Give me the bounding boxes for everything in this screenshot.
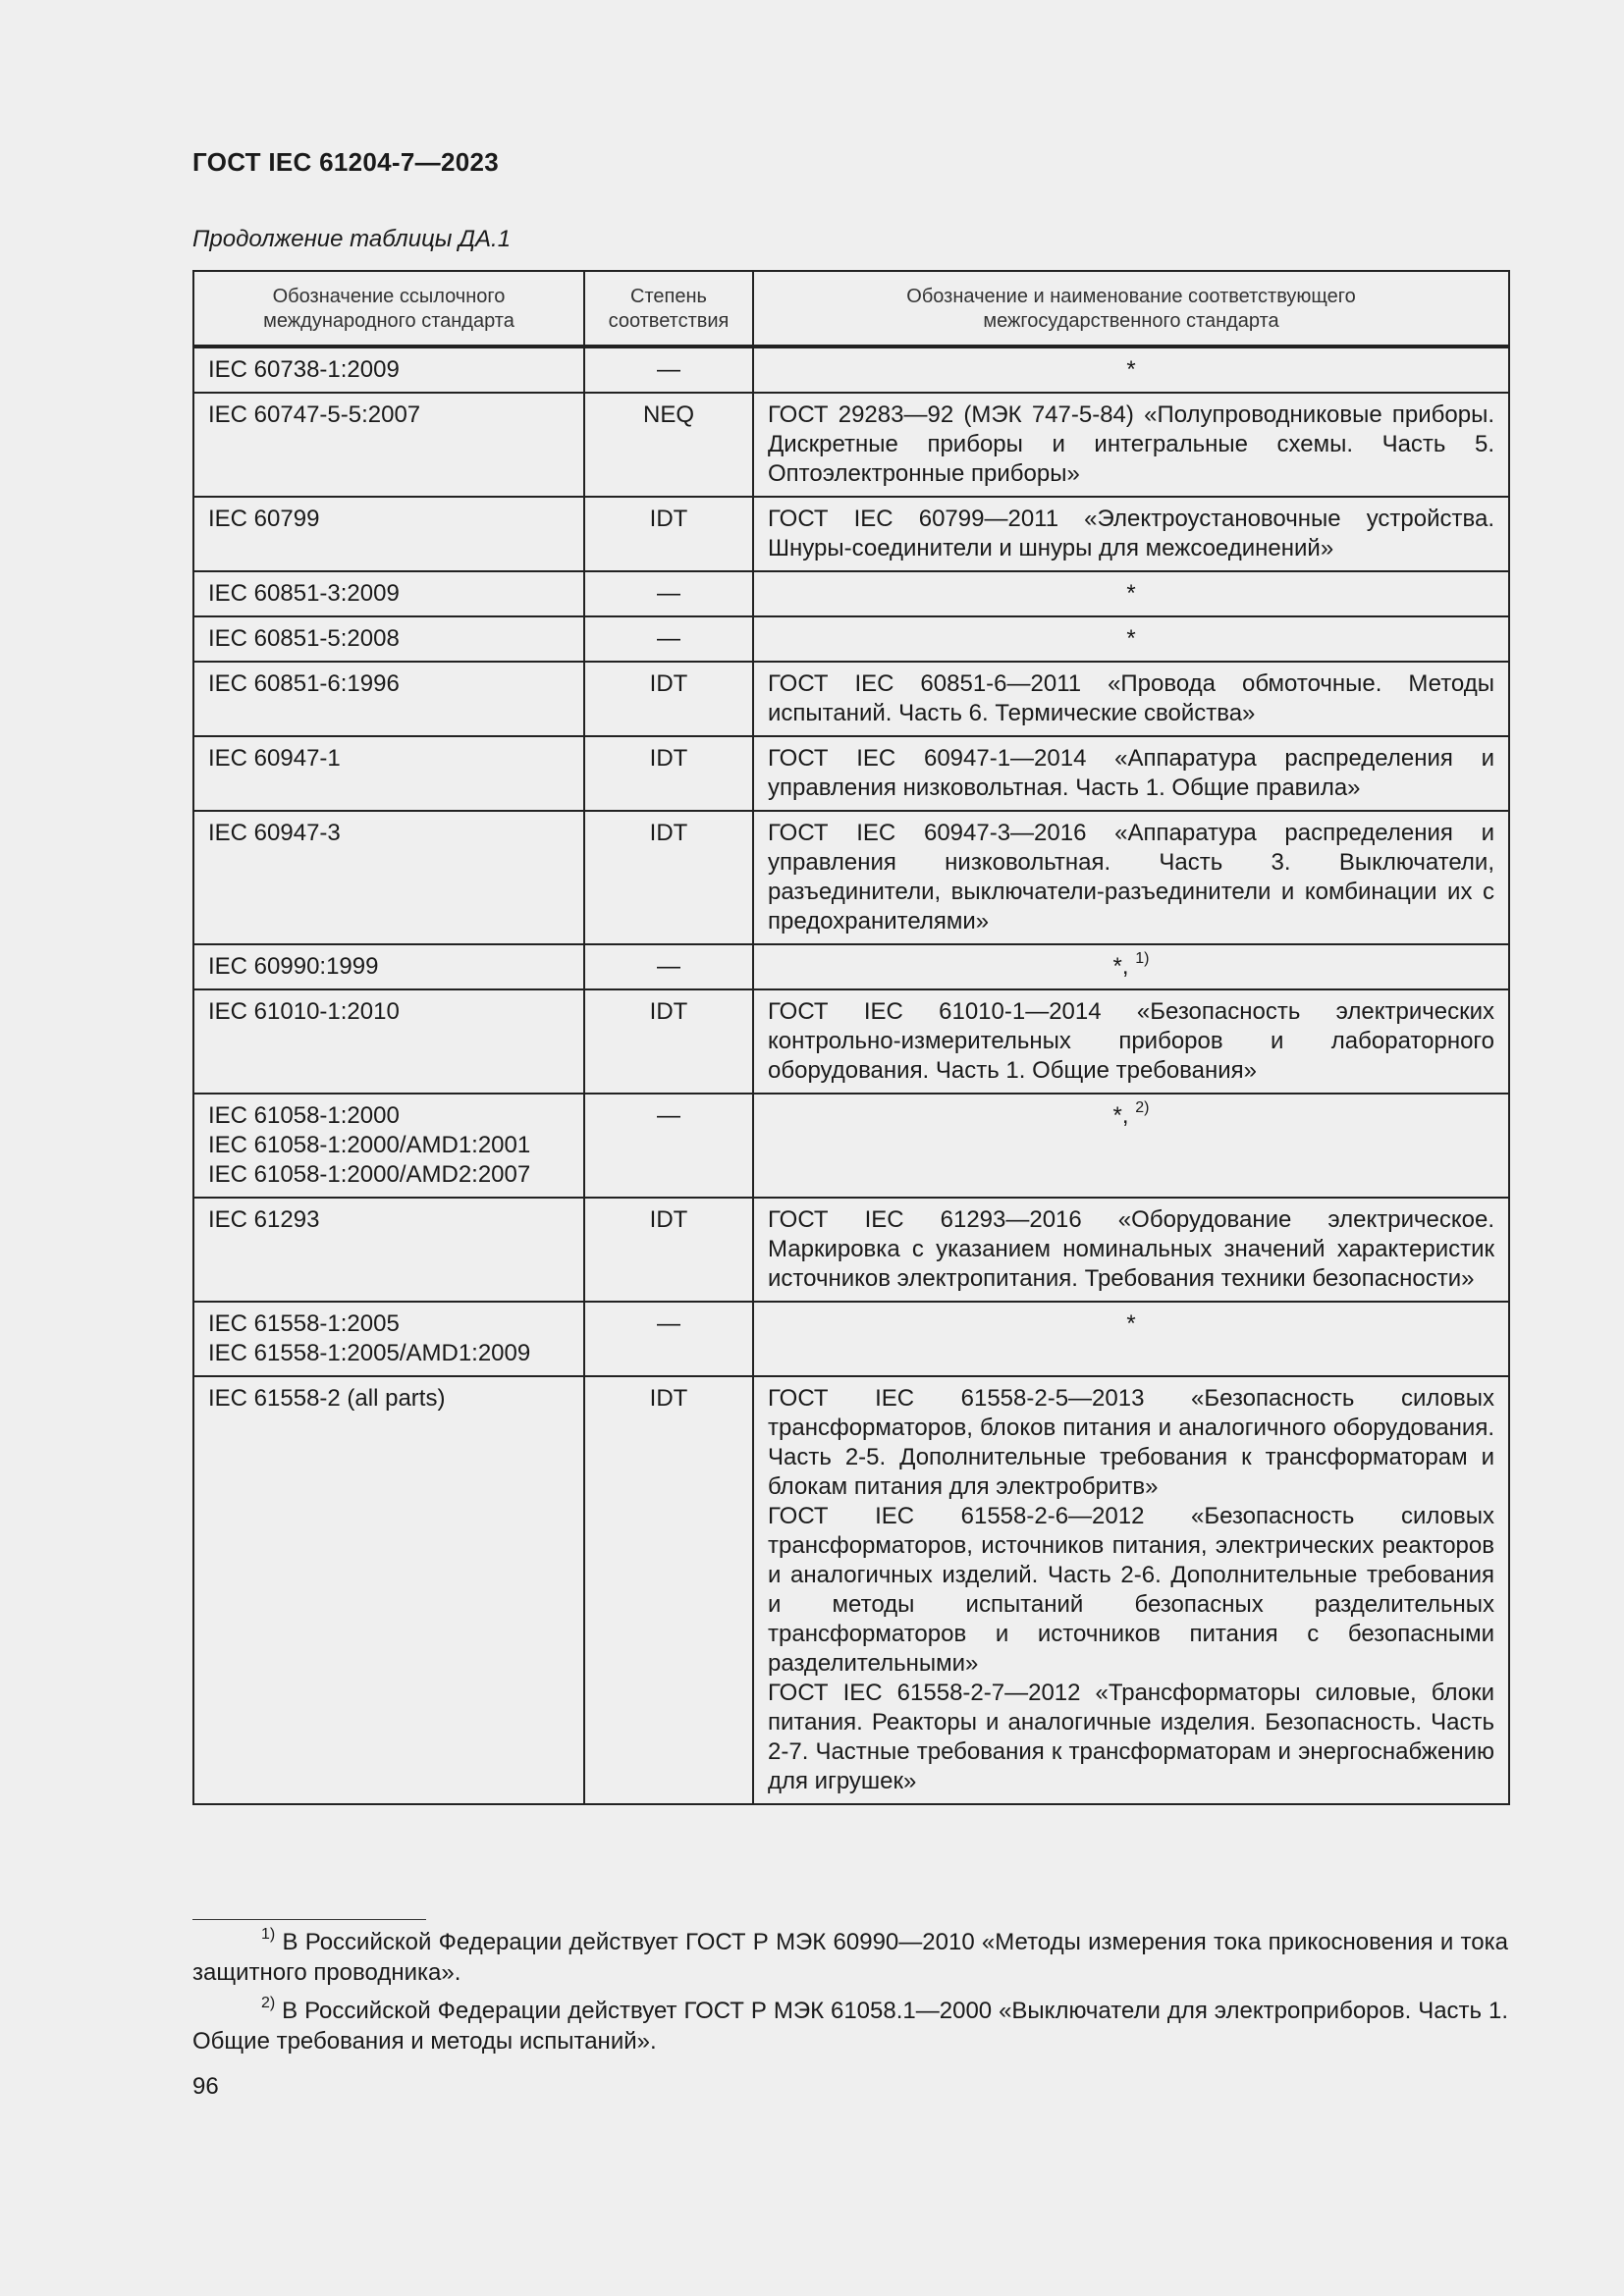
degree-cell: IDT xyxy=(584,497,753,571)
table-row xyxy=(193,989,1509,1094)
reference-cell xyxy=(193,616,584,662)
degree-cell: — xyxy=(584,571,753,616)
reference-code: IEC 60947-1 xyxy=(208,745,341,772)
reference-code: IEC 60990:1999 xyxy=(208,953,379,980)
interstate-cell xyxy=(753,616,1509,662)
table-row xyxy=(193,347,1509,393)
interstate-text: ГОСТ IEC 61010-1—2014 «Безопасность электрических контрольно-измерительных приборов и лабораторного оборудования. Часть 1. Общие требования» xyxy=(768,998,1494,1084)
degree-cell: IDT xyxy=(584,662,753,736)
header-line: межгосударственного стандарта xyxy=(983,310,1279,332)
header-line: Обозначение ссылочного xyxy=(272,286,506,307)
reference-cell xyxy=(193,347,584,393)
reference-code: IEC 61293 xyxy=(208,1206,320,1233)
reference-code: IEC 60747-5-5:2007 xyxy=(208,401,421,428)
footnote-ref: 1) xyxy=(1135,950,1150,967)
footnotes xyxy=(192,1927,1508,2064)
table-row xyxy=(193,944,1509,989)
interstate-cell xyxy=(753,1094,1509,1198)
interstate-text: ГОСТ IEC 61558-2-6—2012 «Безопасность силовых трансформаторов, источников питания, электрических реакторов и аналогичных изделий. Часть 2-6. Дополнительные требования и методы испытаний безопасных разделительных трансформаторов и источников питания с безопасными разделительными» xyxy=(768,1503,1494,1677)
reference-cell xyxy=(193,989,584,1094)
interstate-text: ГОСТ IEC 61558-2-5—2013 «Безопасность силовых трансформаторов, блоков питания и аналогичного оборудования. Часть 2-5. Дополнительные требования к трансформаторам и блокам питания для электробритв» xyxy=(768,1385,1494,1500)
reference-code: IEC 61558-1:2005/AMD1:2009 xyxy=(208,1340,531,1366)
reference-code: IEC 60799 xyxy=(208,506,320,532)
footnote-divider xyxy=(192,1919,426,1920)
degree-cell: — xyxy=(584,944,753,989)
reference-cell xyxy=(193,571,584,616)
degree-cell: — xyxy=(584,616,753,662)
interstate-text: * xyxy=(1126,356,1136,383)
interstate-text: *, xyxy=(1112,953,1136,980)
interstate-text: *, xyxy=(1112,1102,1136,1129)
degree-cell: IDT xyxy=(584,989,753,1094)
header-line: соответствия xyxy=(608,310,730,332)
interstate-cell xyxy=(753,944,1509,989)
degree-cell: — xyxy=(584,347,753,393)
reference-cell xyxy=(193,1376,584,1804)
interstate-cell xyxy=(753,1302,1509,1376)
footnote-ref: 2) xyxy=(1135,1099,1150,1116)
interstate-cell xyxy=(753,497,1509,571)
interstate-cell xyxy=(753,989,1509,1094)
degree-cell: IDT xyxy=(584,1376,753,1804)
table-row xyxy=(193,811,1509,944)
reference-cell xyxy=(193,811,584,944)
interstate-text: ГОСТ 29283—92 (МЭК 747-5-84) «Полупроводниковые приборы. Дискретные приборы и интегральные схемы. Часть 5. Оптоэлектронные приборы» xyxy=(768,401,1494,487)
interstate-text: * xyxy=(1126,1310,1136,1337)
table-row xyxy=(193,1198,1509,1302)
degree-cell: — xyxy=(584,1302,753,1376)
reference-code: IEC 61558-2 (all parts) xyxy=(208,1385,446,1412)
interstate-text: ГОСТ IEC 60851-6—2011 «Провода обмоточные. Методы испытаний. Часть 6. Термические свойства» xyxy=(768,670,1494,726)
reference-cell xyxy=(193,497,584,571)
header-line: международного стандарта xyxy=(263,310,514,332)
reference-cell xyxy=(193,1198,584,1302)
reference-cell xyxy=(193,393,584,497)
page-number: 96 xyxy=(192,2073,219,2100)
table-row xyxy=(193,497,1509,571)
interstate-text: * xyxy=(1126,580,1136,607)
interstate-text: ГОСТ IEC 61293—2016 «Оборудование электрическое. Маркировка с указанием номинальных значений характеристик источников электропитания. Требования техники безопасности» xyxy=(768,1206,1494,1292)
table-row xyxy=(193,571,1509,616)
interstate-cell xyxy=(753,1376,1509,1804)
reference-cell xyxy=(193,1094,584,1198)
footnote-text: В Российской Федерации действует ГОСТ Р МЭК 60990—2010 «Методы измерения тока прикосновения и тока защитного проводника». xyxy=(192,1929,1508,1986)
interstate-cell xyxy=(753,736,1509,811)
table-caption: Продолжение таблицы ДА.1 xyxy=(192,226,512,252)
reference-code: IEC 60851-6:1996 xyxy=(208,670,400,697)
footnote-mark: 2) xyxy=(261,1995,276,2011)
footnote-text: В Российской Федерации действует ГОСТ Р МЭК 61058.1—2000 «Выключатели для электроприборов. Часть 1. Общие требования и методы испытаний». xyxy=(192,1998,1508,2055)
table-header-row xyxy=(193,271,1509,347)
reference-code: IEC 61010-1:2010 xyxy=(208,998,400,1025)
column-header-reference xyxy=(193,271,584,347)
reference-code: IEC 61058-1:2000/AMD1:2001 xyxy=(208,1132,531,1158)
interstate-cell xyxy=(753,1198,1509,1302)
interstate-text: ГОСТ IEC 60947-1—2014 «Аппаратура распределения и управления низковольтная. Часть 1. Общие правила» xyxy=(768,745,1494,801)
reference-cell xyxy=(193,662,584,736)
reference-cell xyxy=(193,1302,584,1376)
header-line: Обозначение и наименование соответствующего xyxy=(906,286,1356,307)
reference-code: IEC 60947-3 xyxy=(208,820,341,846)
column-header-interstate xyxy=(753,271,1509,347)
footnote xyxy=(192,1927,1508,1988)
table-row xyxy=(193,393,1509,497)
table-row xyxy=(193,616,1509,662)
reference-code: IEC 60851-3:2009 xyxy=(208,580,400,607)
reference-code: IEC 60851-5:2008 xyxy=(208,625,400,652)
interstate-cell xyxy=(753,662,1509,736)
degree-cell: — xyxy=(584,1094,753,1198)
footnote xyxy=(192,1996,1508,2056)
reference-code: IEC 61058-1:2000/AMD2:2007 xyxy=(208,1161,531,1188)
column-header-degree xyxy=(584,271,753,347)
standards-table xyxy=(192,270,1510,1805)
table-row xyxy=(193,736,1509,811)
interstate-cell xyxy=(753,347,1509,393)
footnote-mark: 1) xyxy=(261,1926,276,1943)
table-row xyxy=(193,1094,1509,1198)
interstate-text: ГОСТ IEC 60947-3—2016 «Аппаратура распределения и управления низковольтная. Часть 3. Выключатели, разъединители, выключатели-разъединители и комбинации их с предохранителями» xyxy=(768,820,1494,934)
interstate-cell xyxy=(753,571,1509,616)
reference-code: IEC 61058-1:2000 xyxy=(208,1102,400,1129)
reference-cell xyxy=(193,944,584,989)
header-line: Степень xyxy=(630,286,707,307)
reference-cell xyxy=(193,736,584,811)
degree-cell: IDT xyxy=(584,736,753,811)
interstate-cell xyxy=(753,811,1509,944)
document-header: ГОСТ IEC 61204-7—2023 xyxy=(192,147,499,177)
interstate-text: ГОСТ IEC 61558-2-7—2012 «Трансформаторы силовые, блоки питания. Реакторы и аналогичные изделия. Безопасность. Часть 2-7. Частные требования к трансформаторам и энергоснабжению для игрушек» xyxy=(768,1680,1494,1794)
degree-cell: NEQ xyxy=(584,393,753,497)
degree-cell: IDT xyxy=(584,1198,753,1302)
table-row xyxy=(193,662,1509,736)
table-row xyxy=(193,1302,1509,1376)
degree-cell: IDT xyxy=(584,811,753,944)
reference-code: IEC 61558-1:2005 xyxy=(208,1310,400,1337)
reference-code: IEC 60738-1:2009 xyxy=(208,356,400,383)
table-row xyxy=(193,1376,1509,1804)
interstate-text: * xyxy=(1126,625,1136,652)
interstate-text: ГОСТ IEC 60799—2011 «Электроустановочные устройства. Шнуры-соединители и шнуры для межсоединений» xyxy=(768,506,1494,561)
interstate-cell xyxy=(753,393,1509,497)
